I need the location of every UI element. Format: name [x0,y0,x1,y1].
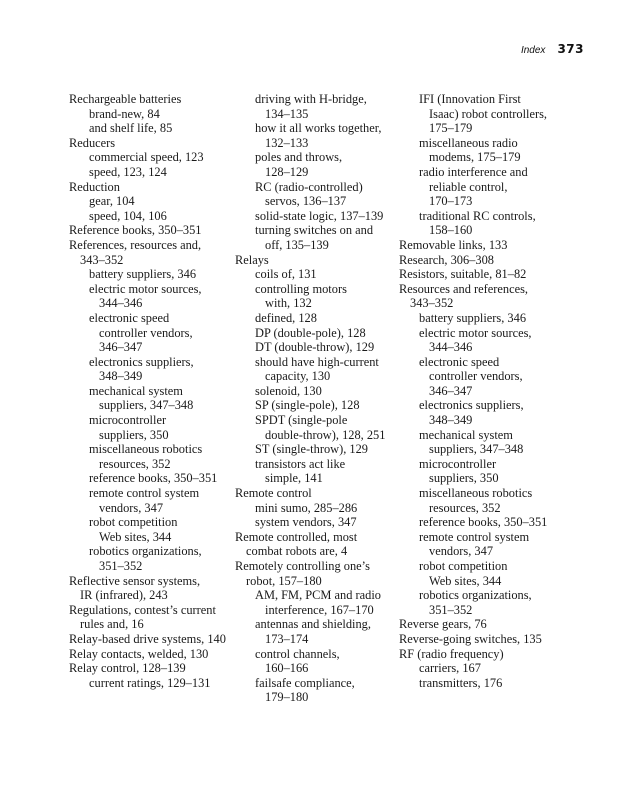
running-header [521,42,584,56]
index-subentry: microcontroller [89,413,167,428]
index-entry: Reverse-going switches, 135 [399,631,542,646]
index-subentry: 173–174 [265,631,309,646]
index-subentry: miscellaneous robotics [89,442,203,457]
index-subentry: solid-state logic, 137–139 [255,208,384,223]
index-subentry: 344–346 [429,340,473,355]
index-subentry: poles and throws, [255,150,343,165]
index-subentry: combat robots are, 4 [246,544,348,559]
index-subentry: 179–180 [265,690,309,705]
index-subentry: 346–347 [429,383,473,398]
index-subentry: 346–347 [99,340,143,355]
index-subentry: defined, 128 [255,310,317,325]
index-entry: Remote controlled, most [235,529,358,544]
index-subentry: brand-new, 84 [89,106,160,121]
index-entry: Relay contacts, welded, 130 [69,646,209,661]
index-subentry: ST (single-throw), 129 [255,442,368,457]
index-subentry: suppliers, 350 [429,471,499,486]
index-subentry: capacity, 130 [265,369,331,384]
index-entry: References, resources and, [69,237,202,252]
index-subentry: 351–352 [429,602,473,617]
index-subentry: gear, 104 [89,194,135,209]
index-subentry: resources, 352 [99,456,171,471]
index-subentry: 175–179 [429,121,473,136]
index-subentry: electronics suppliers, [89,354,194,369]
index-subentry: commercial speed, 123 [89,150,204,165]
index-entry: Reflective sensor systems, [69,573,201,588]
index-subentry: double-throw), 128, 251 [265,427,386,442]
index-subentry: 344–346 [99,296,143,311]
index-subentry: mini sumo, 285–286 [255,500,358,515]
index-subentry: electronic speed [419,354,500,369]
index-subentry: electronic speed [89,310,170,325]
index-subentry: robotics organizations, [419,588,532,603]
index-subentry: 134–135 [265,106,309,121]
index-entry: Research, 306–308 [399,252,494,267]
index-entry: Regulations, contest’s current [69,602,216,617]
index-subentry: suppliers, 347–348 [429,442,524,457]
index-subentry: battery suppliers, 346 [89,267,197,282]
index-subentry: SPDT (single-pole [255,413,348,428]
index-subentry: RC (radio-controlled) [255,179,363,194]
index-subentry: microcontroller [419,456,497,471]
index-subentry: suppliers, 350 [99,427,169,442]
index-subentry: system vendors, 347 [255,515,357,530]
index-subentry: miscellaneous robotics [419,486,533,501]
index-subentry: robot competition [89,515,178,530]
page-number: 373 [557,42,584,56]
index-subentry: mechanical system [419,427,513,442]
index-subentry: driving with H-bridge, [255,92,367,106]
index-subentry: turning switches on and [255,223,374,238]
index-subentry: Web sites, 344 [429,573,502,588]
index-subentry: modems, 175–179 [429,150,521,165]
index-subentry: 348–349 [429,413,473,428]
index-subentry: transmitters, 176 [419,675,503,690]
index-subentry: speed, 104, 106 [89,208,167,223]
index-subentry: DT (double-throw), 129 [255,340,375,355]
index-subentry: 351–352 [99,559,143,573]
index-subentry: IFI (Innovation First [419,92,521,106]
index-subentry: and shelf life, 85 [89,121,173,136]
index-entry: Remotely controlling one’s [235,559,370,573]
index-subentry: reliable control, [429,179,508,194]
index-subentry: AM, FM, PCM and radio [255,588,381,603]
index-subentry: simple, 141 [265,471,323,486]
index-entry: Reducers [69,135,116,150]
index-subentry: miscellaneous radio [419,135,518,150]
index-subentry: current ratings, 129–131 [89,675,211,690]
index-subentry: controller vendors, [429,369,523,384]
index-entry: Relays [235,252,269,267]
index-subentry: reference books, 350–351 [89,471,218,486]
index-entry: Remote control [235,486,312,501]
index-subentry: mechanical system [89,383,183,398]
index-subentry: coils of, 131 [255,267,317,282]
index-subentry: Isaac) robot controllers, [429,106,548,121]
index-entry: Resources and references, [399,281,529,296]
index-subentry: how it all works together, [255,121,382,136]
index-subentry: electronics suppliers, [419,398,524,413]
index-subentry: carriers, 167 [419,661,481,676]
index-column-1 [69,92,229,690]
index-subentry: controlling motors [255,281,347,296]
index-subentry: controller vendors, [99,325,193,340]
index-subentry: off, 135–139 [265,237,329,252]
index-subentry: resources, 352 [429,500,501,515]
index-subentry: vendors, 347 [99,500,164,515]
index-subentry: Web sites, 344 [99,529,172,544]
index-column-3 [399,92,569,690]
index-subentry: 128–129 [265,164,309,179]
index-subentry: interference, 167–170 [265,602,374,617]
index-subentry: 158–160 [429,223,473,238]
index-column-2 [235,92,395,705]
section-title: Index [520,45,546,56]
index-subentry: radio interference and [419,164,528,179]
index-subentry: 132–133 [265,135,309,150]
index-subentry: should have high-current [255,354,379,369]
index-entry: Rechargeable batteries [69,92,182,106]
index-subentry: 160–166 [265,661,309,676]
index-subentry: battery suppliers, 346 [419,310,527,325]
index-subentry: solenoid, 130 [255,383,322,398]
index-subentry: robotics organizations, [89,544,202,559]
index-subentry: suppliers, 347–348 [99,398,194,413]
index-subentry: robot, 157–180 [246,573,322,588]
index-subentry: DP (double-pole), 128 [255,325,366,340]
index-entry: Removable links, 133 [399,237,508,252]
index-subentry: 343–352 [410,296,454,311]
index-subentry: failsafe compliance, [255,675,355,690]
index-entry: Relay-based drive systems, 140 [69,631,226,646]
index-subentry: with, 132 [265,296,312,311]
index-entry: Reverse gears, 76 [399,617,487,632]
index-subentry: vendors, 347 [429,544,494,559]
index-subentry: IR (infrared), 243 [80,588,168,603]
index-entry: Reference books, 350–351 [69,223,202,238]
index-subentry: remote control system [89,486,200,501]
index-subentry: reference books, 350–351 [419,515,548,530]
index-subentry: SP (single-pole), 128 [255,398,360,413]
index-subentry: 343–352 [80,252,124,267]
index-subentry: 170–173 [429,194,473,209]
index-subentry: control channels, [255,646,340,661]
index-subentry: electric motor sources, [419,325,532,340]
index-subentry: transistors act like [255,456,346,471]
index-entry: Reduction [69,179,120,194]
index-subentry: traditional RC controls, [419,208,536,223]
index-entry: Resistors, suitable, 81–82 [399,267,527,282]
index-entry: Relay control, 128–139 [69,661,186,676]
index-subentry: servos, 136–137 [265,194,347,209]
index-subentry: speed, 123, 124 [89,164,167,179]
index-subentry: 348–349 [99,369,143,384]
index-subentry: rules and, 16 [80,617,144,632]
index-entry: RF (radio frequency) [399,646,504,661]
index-subentry: antennas and shielding, [255,617,371,632]
index-subentry: electric motor sources, [89,281,202,296]
index-subentry: remote control system [419,529,530,544]
index-subentry: robot competition [419,559,508,573]
